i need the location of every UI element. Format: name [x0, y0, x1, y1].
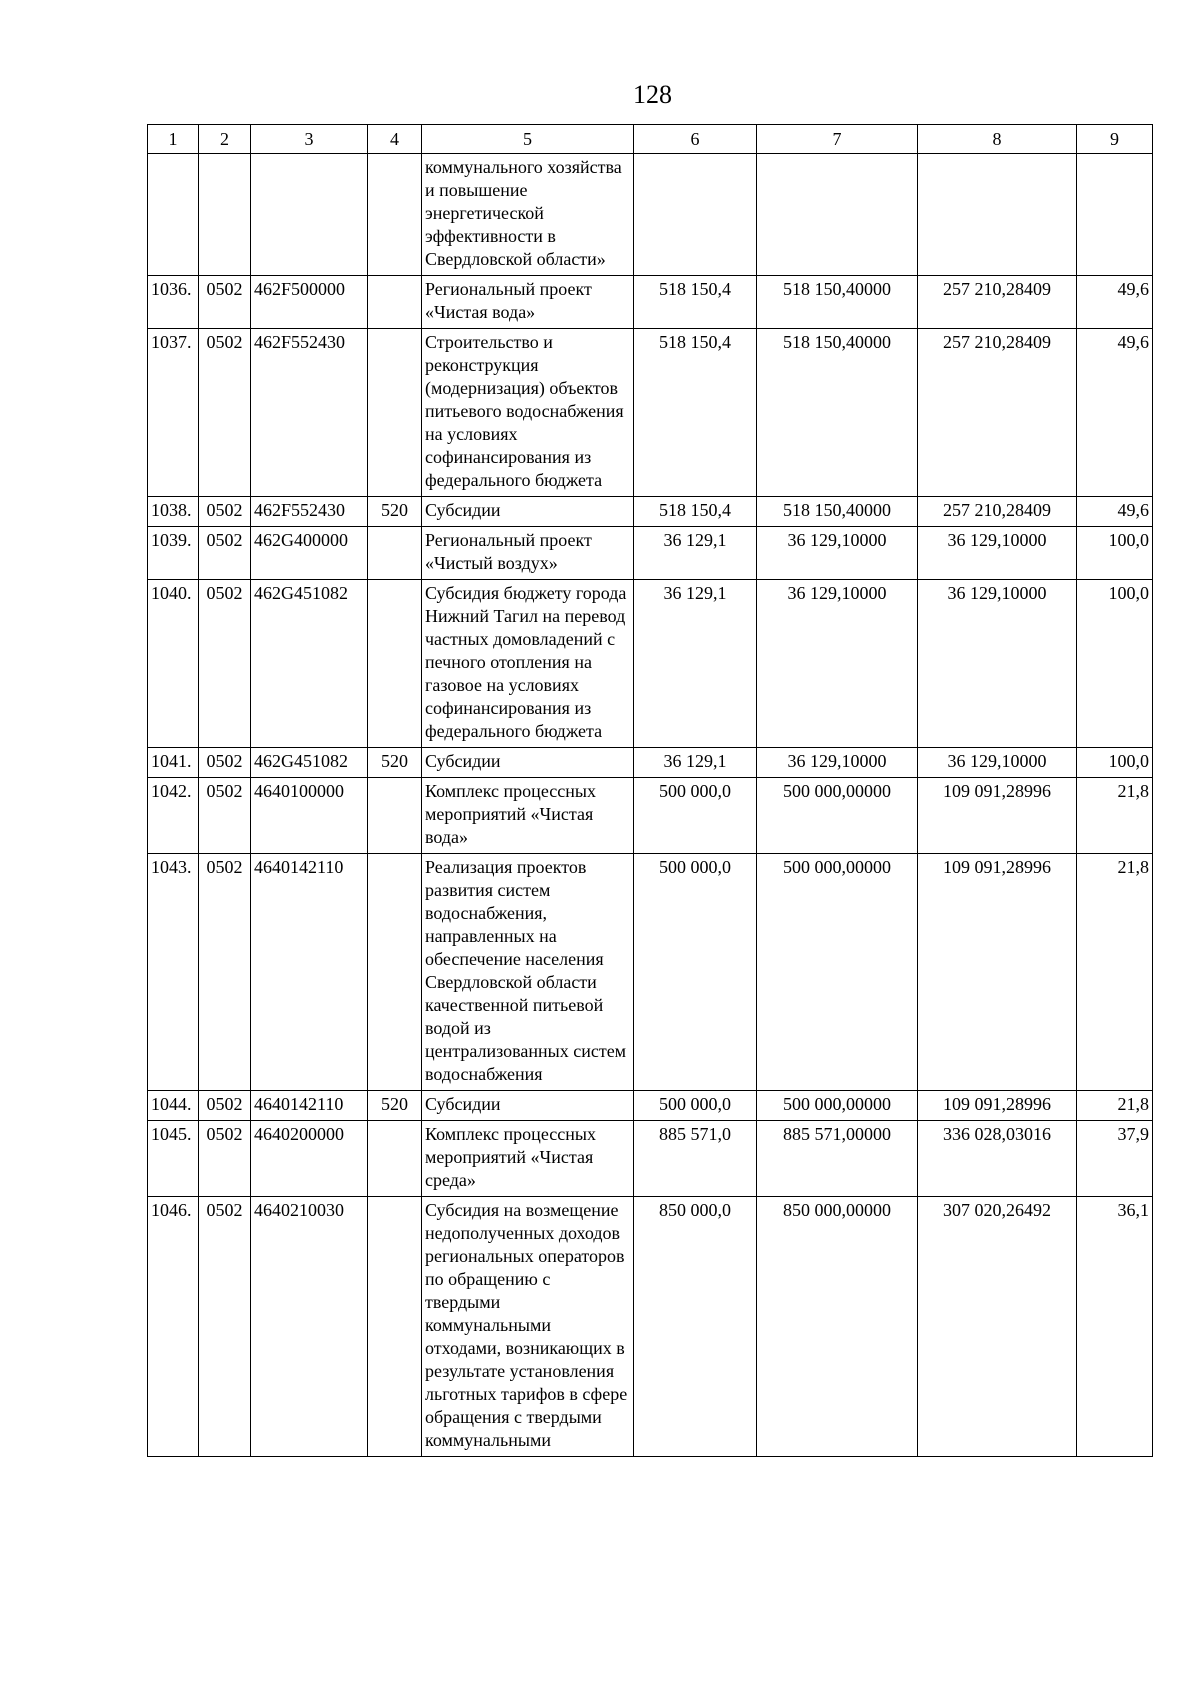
- budget-table: [147, 124, 1153, 1457]
- execution-percent: 49,6: [1077, 497, 1153, 527]
- target-article-code: 462F500000: [251, 276, 368, 329]
- item-name: Субсидии: [422, 497, 634, 527]
- amount-approved: 36 129,1: [634, 748, 757, 778]
- execution-percent: 21,8: [1077, 778, 1153, 854]
- expense-type-code: 520: [368, 748, 422, 778]
- execution-percent: [1077, 154, 1153, 276]
- table-row: [148, 1197, 1153, 1457]
- amount-planned: 500 000,00000: [757, 854, 918, 1091]
- section-code: 0502: [199, 1091, 251, 1121]
- table-header: [148, 125, 1153, 154]
- expense-type-code: [368, 527, 422, 580]
- execution-percent: 100,0: [1077, 748, 1153, 778]
- amount-approved: 518 150,4: [634, 497, 757, 527]
- item-name: Субсидия на возмещение недополученных доходов региональных операторов по обращению с твердыми коммунальными отходами, возникающих в результате установления льготных тарифов в сфере обращения с твердыми коммунальными: [422, 1197, 634, 1457]
- table-row: [148, 329, 1153, 497]
- amount-approved: 500 000,0: [634, 778, 757, 854]
- amount-executed: 257 210,28409: [918, 276, 1077, 329]
- amount-approved: 850 000,0: [634, 1197, 757, 1457]
- amount-planned: 36 129,10000: [757, 748, 918, 778]
- execution-percent: 21,8: [1077, 854, 1153, 1091]
- item-name: Субсидия бюджету города Нижний Тагил на перевод частных домовладений с печного отопления на газовое на условиях софинансирования из федерального бюджета: [422, 580, 634, 748]
- row-number: 1041.: [148, 748, 199, 778]
- column-header-6: 6: [634, 125, 757, 154]
- expense-type-code: [368, 1197, 422, 1457]
- target-article-code: 4640210030: [251, 1197, 368, 1457]
- amount-executed: 336 028,03016: [918, 1121, 1077, 1197]
- target-article-code: [251, 154, 368, 276]
- section-code: 0502: [199, 329, 251, 497]
- amount-approved: 518 150,4: [634, 329, 757, 497]
- amount-approved: 518 150,4: [634, 276, 757, 329]
- table-row: [148, 854, 1153, 1091]
- row-number: 1036.: [148, 276, 199, 329]
- amount-executed: 109 091,28996: [918, 1091, 1077, 1121]
- expense-type-code: [368, 276, 422, 329]
- amount-planned: 36 129,10000: [757, 527, 918, 580]
- table-row: [148, 748, 1153, 778]
- section-code: 0502: [199, 854, 251, 1091]
- amount-approved: 885 571,0: [634, 1121, 757, 1197]
- row-number: 1040.: [148, 580, 199, 748]
- amount-planned: 518 150,40000: [757, 329, 918, 497]
- amount-executed: 36 129,10000: [918, 748, 1077, 778]
- amount-approved: 500 000,0: [634, 854, 757, 1091]
- target-article-code: 4640142110: [251, 854, 368, 1091]
- row-number: 1042.: [148, 778, 199, 854]
- row-number: 1045.: [148, 1121, 199, 1197]
- column-header-9: 9: [1077, 125, 1153, 154]
- amount-planned: 885 571,00000: [757, 1121, 918, 1197]
- item-name: Субсидии: [422, 1091, 634, 1121]
- expense-type-code: [368, 580, 422, 748]
- row-number: [148, 154, 199, 276]
- table-row: [148, 276, 1153, 329]
- amount-planned: 518 150,40000: [757, 276, 918, 329]
- execution-percent: 100,0: [1077, 527, 1153, 580]
- section-code: 0502: [199, 748, 251, 778]
- item-name: Строительство и реконструкция (модернизация) объектов питьевого водоснабжения на условиях софинансирования из федерального бюджета: [422, 329, 634, 497]
- table-row: [148, 497, 1153, 527]
- section-code: 0502: [199, 1197, 251, 1457]
- table-row: [148, 1091, 1153, 1121]
- table-body: [148, 154, 1153, 1457]
- target-article-code: 462G400000: [251, 527, 368, 580]
- item-name: Субсидии: [422, 748, 634, 778]
- target-article-code: 462G451082: [251, 748, 368, 778]
- column-header-4: 4: [368, 125, 422, 154]
- amount-executed: 257 210,28409: [918, 497, 1077, 527]
- execution-percent: 37,9: [1077, 1121, 1153, 1197]
- amount-executed: [918, 154, 1077, 276]
- amount-executed: 307 020,26492: [918, 1197, 1077, 1457]
- column-header-2: 2: [199, 125, 251, 154]
- section-code: 0502: [199, 497, 251, 527]
- item-name: Комплекс процессных мероприятий «Чистая среда»: [422, 1121, 634, 1197]
- page-number: 128: [633, 80, 672, 109]
- column-header-3: 3: [251, 125, 368, 154]
- execution-percent: 49,6: [1077, 276, 1153, 329]
- row-number: 1044.: [148, 1091, 199, 1121]
- amount-approved: 500 000,0: [634, 1091, 757, 1121]
- column-header-7: 7: [757, 125, 918, 154]
- execution-percent: 36,1: [1077, 1197, 1153, 1457]
- amount-approved: [634, 154, 757, 276]
- table-row: [148, 580, 1153, 748]
- amount-planned: [757, 154, 918, 276]
- section-code: 0502: [199, 778, 251, 854]
- expense-type-code: [368, 778, 422, 854]
- header-row: [148, 125, 1153, 154]
- target-article-code: 4640200000: [251, 1121, 368, 1197]
- expense-type-code: [368, 854, 422, 1091]
- amount-executed: 109 091,28996: [918, 854, 1077, 1091]
- item-name: коммунального хозяйства и повышение энергетической эффективности в Свердловской области»: [422, 154, 634, 276]
- row-number: 1037.: [148, 329, 199, 497]
- table-row: [148, 527, 1153, 580]
- amount-executed: 36 129,10000: [918, 527, 1077, 580]
- target-article-code: 4640100000: [251, 778, 368, 854]
- amount-planned: 500 000,00000: [757, 778, 918, 854]
- section-code: 0502: [199, 580, 251, 748]
- target-article-code: 462G451082: [251, 580, 368, 748]
- amount-approved: 36 129,1: [634, 527, 757, 580]
- expense-type-code: 520: [368, 1091, 422, 1121]
- item-name: Реализация проектов развития систем водоснабжения, направленных на обеспечение населения Свердловской области качественной питьевой водой из централизованных систем водоснабжения: [422, 854, 634, 1091]
- amount-planned: 36 129,10000: [757, 580, 918, 748]
- amount-executed: 109 091,28996: [918, 778, 1077, 854]
- table-row: [148, 778, 1153, 854]
- amount-approved: 36 129,1: [634, 580, 757, 748]
- expense-type-code: [368, 329, 422, 497]
- column-header-5: 5: [422, 125, 634, 154]
- section-code: 0502: [199, 527, 251, 580]
- row-number: 1046.: [148, 1197, 199, 1457]
- amount-executed: 257 210,28409: [918, 329, 1077, 497]
- amount-planned: 850 000,00000: [757, 1197, 918, 1457]
- column-header-8: 8: [918, 125, 1077, 154]
- table-row: [148, 154, 1153, 276]
- expense-type-code: [368, 1121, 422, 1197]
- expense-type-code: [368, 154, 422, 276]
- row-number: 1038.: [148, 497, 199, 527]
- target-article-code: 462F552430: [251, 329, 368, 497]
- expense-type-code: 520: [368, 497, 422, 527]
- section-code: 0502: [199, 276, 251, 329]
- row-number: 1039.: [148, 527, 199, 580]
- section-code: [199, 154, 251, 276]
- amount-planned: 518 150,40000: [757, 497, 918, 527]
- target-article-code: 4640142110: [251, 1091, 368, 1121]
- amount-planned: 500 000,00000: [757, 1091, 918, 1121]
- item-name: Региональный проект «Чистая вода»: [422, 276, 634, 329]
- row-number: 1043.: [148, 854, 199, 1091]
- target-article-code: 462F552430: [251, 497, 368, 527]
- table-row: [148, 1121, 1153, 1197]
- execution-percent: 100,0: [1077, 580, 1153, 748]
- column-header-1: 1: [148, 125, 199, 154]
- item-name: Комплекс процессных мероприятий «Чистая вода»: [422, 778, 634, 854]
- section-code: 0502: [199, 1121, 251, 1197]
- item-name: Региональный проект «Чистый воздух»: [422, 527, 634, 580]
- execution-percent: 21,8: [1077, 1091, 1153, 1121]
- amount-executed: 36 129,10000: [918, 580, 1077, 748]
- execution-percent: 49,6: [1077, 329, 1153, 497]
